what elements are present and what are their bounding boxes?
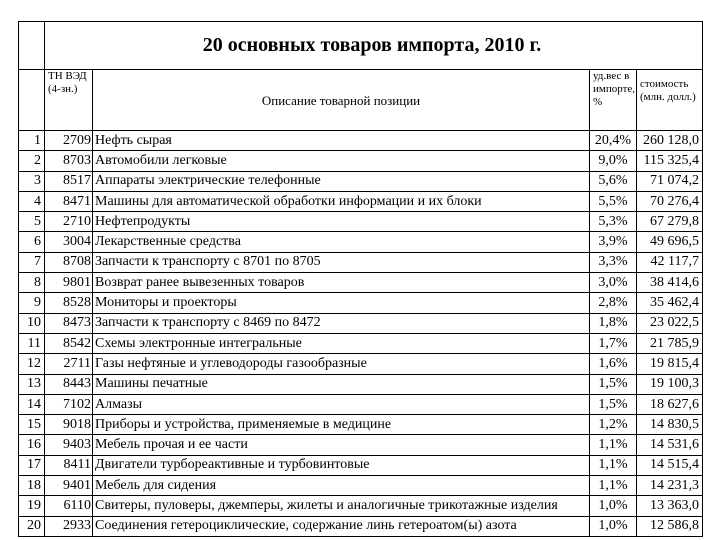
table-row xyxy=(19,516,703,536)
row-share: 1,1% xyxy=(590,435,637,455)
table-row xyxy=(19,252,703,272)
row-number: 19 xyxy=(19,496,45,516)
row-number: 17 xyxy=(19,455,45,475)
header-code-line1: ТН ВЭД xyxy=(48,70,87,82)
table-row xyxy=(19,131,703,151)
row-code: 8471 xyxy=(45,191,93,211)
row-number: 8 xyxy=(19,273,45,293)
table-row xyxy=(19,354,703,374)
row-description: Автомобили легковые xyxy=(93,151,590,171)
row-value: 115 325,4 xyxy=(637,151,703,171)
row-share: 20,4% xyxy=(590,131,637,151)
row-number: 5 xyxy=(19,212,45,232)
table-row xyxy=(19,313,703,333)
row-description: Двигатели турбореактивные и турбовинтовые xyxy=(93,455,590,475)
row-share: 1,7% xyxy=(590,333,637,353)
header-share-line2: импорте, xyxy=(593,83,636,95)
row-value: 19 100,3 xyxy=(637,374,703,394)
row-description: Алмазы xyxy=(93,394,590,414)
row-share: 1,5% xyxy=(590,374,637,394)
row-code: 9018 xyxy=(45,415,93,435)
row-share: 1,0% xyxy=(590,516,637,536)
row-description: Соединения гетероциклические, содержание линь гетероатом(ы) азота xyxy=(93,516,590,536)
table-row xyxy=(19,496,703,516)
header-share xyxy=(590,70,637,131)
table-row xyxy=(19,212,703,232)
row-description: Нефть сырая xyxy=(93,131,590,151)
row-code: 3004 xyxy=(45,232,93,252)
row-value: 19 815,4 xyxy=(637,354,703,374)
row-number: 1 xyxy=(19,131,45,151)
header-share-line1: уд.вес в xyxy=(593,70,630,82)
row-share: 1,0% xyxy=(590,496,637,516)
row-value: 14 830,5 xyxy=(637,415,703,435)
row-number: 9 xyxy=(19,293,45,313)
import-table-sheet xyxy=(18,21,702,534)
row-value: 21 785,9 xyxy=(637,333,703,353)
row-description: Мебель прочая и ее части xyxy=(93,435,590,455)
row-number: 20 xyxy=(19,516,45,536)
row-description: Машины для автоматической обработки информации и их блоки xyxy=(93,191,590,211)
row-number: 2 xyxy=(19,151,45,171)
row-share: 1,1% xyxy=(590,455,637,475)
table-row xyxy=(19,333,703,353)
row-number: 16 xyxy=(19,435,45,455)
row-value: 70 276,4 xyxy=(637,191,703,211)
import-table xyxy=(18,21,703,537)
row-code: 7102 xyxy=(45,394,93,414)
row-number: 14 xyxy=(19,394,45,414)
row-value: 14 531,6 xyxy=(637,435,703,455)
row-code: 6110 xyxy=(45,496,93,516)
row-share: 2,8% xyxy=(590,293,637,313)
table-row xyxy=(19,476,703,496)
row-number: 11 xyxy=(19,333,45,353)
row-description: Машины печатные xyxy=(93,374,590,394)
row-code: 8708 xyxy=(45,252,93,272)
row-value: 35 462,4 xyxy=(637,293,703,313)
row-code: 8703 xyxy=(45,151,93,171)
row-value: 18 627,6 xyxy=(637,394,703,414)
header-row xyxy=(19,70,703,131)
header-code-line2: (4-зн.) xyxy=(48,83,78,95)
row-share: 1,6% xyxy=(590,354,637,374)
row-value: 12 586,8 xyxy=(637,516,703,536)
title-blank-cell xyxy=(19,22,45,70)
row-code: 9801 xyxy=(45,273,93,293)
table-body xyxy=(19,131,703,537)
header-value xyxy=(637,70,703,131)
row-value: 67 279,8 xyxy=(637,212,703,232)
row-share: 5,5% xyxy=(590,191,637,211)
row-description: Мебель для сидения xyxy=(93,476,590,496)
table-row xyxy=(19,151,703,171)
row-value: 23 022,5 xyxy=(637,313,703,333)
table-row xyxy=(19,232,703,252)
row-value: 260 128,0 xyxy=(637,131,703,151)
row-share: 9,0% xyxy=(590,151,637,171)
header-number-cell xyxy=(19,70,45,131)
table-title: 20 основных товаров импорта, 2010 г. xyxy=(45,22,703,70)
table-row xyxy=(19,394,703,414)
row-share: 5,3% xyxy=(590,212,637,232)
row-code: 8542 xyxy=(45,333,93,353)
header-share-line3: % xyxy=(593,96,603,108)
row-number: 12 xyxy=(19,354,45,374)
title-row xyxy=(19,22,703,70)
row-value: 14 231,3 xyxy=(637,476,703,496)
row-share: 1,8% xyxy=(590,313,637,333)
table-row xyxy=(19,455,703,475)
table-row xyxy=(19,415,703,435)
row-description: Аппараты электрические телефонные xyxy=(93,171,590,191)
header-value-line1: стоимость xyxy=(640,78,689,90)
row-number: 3 xyxy=(19,171,45,191)
row-code: 8528 xyxy=(45,293,93,313)
table-row xyxy=(19,435,703,455)
row-value: 49 696,5 xyxy=(637,232,703,252)
row-number: 6 xyxy=(19,232,45,252)
row-description: Лекарственные средства xyxy=(93,232,590,252)
row-code: 2709 xyxy=(45,131,93,151)
row-code: 8443 xyxy=(45,374,93,394)
row-description: Запчасти к транспорту с 8469 по 8472 xyxy=(93,313,590,333)
row-value: 38 414,6 xyxy=(637,273,703,293)
row-share: 1,5% xyxy=(590,394,637,414)
table-row xyxy=(19,374,703,394)
row-value: 42 117,7 xyxy=(637,252,703,272)
row-share: 3,9% xyxy=(590,232,637,252)
row-code: 2711 xyxy=(45,354,93,374)
row-share: 1,2% xyxy=(590,415,637,435)
row-description: Схемы электронные интегральные xyxy=(93,333,590,353)
row-share: 5,6% xyxy=(590,171,637,191)
row-share: 1,1% xyxy=(590,476,637,496)
row-value: 14 515,4 xyxy=(637,455,703,475)
table-row xyxy=(19,273,703,293)
header-description: Описание товарной позиции xyxy=(93,70,590,131)
row-value: 71 074,2 xyxy=(637,171,703,191)
row-share: 3,0% xyxy=(590,273,637,293)
row-description: Возврат ранее вывезенных товаров xyxy=(93,273,590,293)
header-code xyxy=(45,70,93,131)
row-code: 9403 xyxy=(45,435,93,455)
row-code: 9401 xyxy=(45,476,93,496)
row-number: 13 xyxy=(19,374,45,394)
row-number: 18 xyxy=(19,476,45,496)
row-number: 15 xyxy=(19,415,45,435)
table-row xyxy=(19,293,703,313)
row-description: Запчасти к транспорту с 8701 по 8705 xyxy=(93,252,590,272)
row-code: 8517 xyxy=(45,171,93,191)
row-description: Приборы и устройства, применяемые в медицине xyxy=(93,415,590,435)
header-value-line2: (млн. долл.) xyxy=(640,91,696,103)
row-number: 4 xyxy=(19,191,45,211)
row-number: 7 xyxy=(19,252,45,272)
row-code: 8473 xyxy=(45,313,93,333)
row-code: 2933 xyxy=(45,516,93,536)
row-share: 3,3% xyxy=(590,252,637,272)
row-description: Нефтепродукты xyxy=(93,212,590,232)
table-row xyxy=(19,191,703,211)
row-description: Свитеры, пуловеры, джемперы, жилеты и аналогичные трикотажные изделия xyxy=(93,496,590,516)
row-code: 8411 xyxy=(45,455,93,475)
row-value: 13 363,0 xyxy=(637,496,703,516)
row-description: Мониторы и проекторы xyxy=(93,293,590,313)
table-row xyxy=(19,171,703,191)
row-description: Газы нефтяные и углеводороды газообразные xyxy=(93,354,590,374)
row-number: 10 xyxy=(19,313,45,333)
row-code: 2710 xyxy=(45,212,93,232)
